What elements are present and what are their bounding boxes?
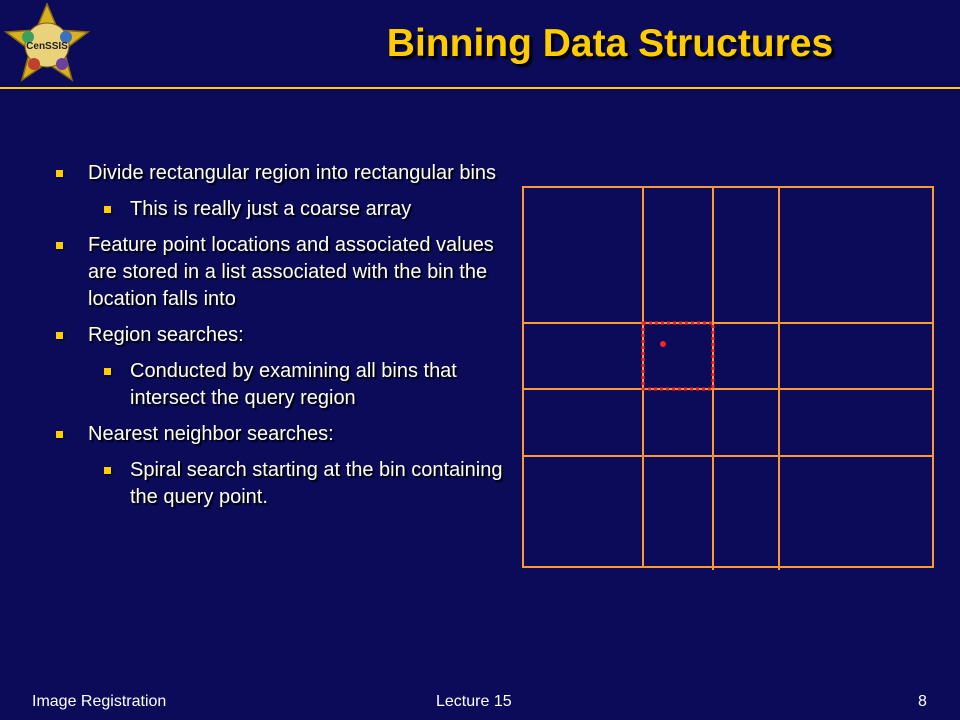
bullet-item: [52, 232, 512, 313]
svg-text:CenSSIS: CenSSIS: [26, 41, 68, 52]
bullet-item: [52, 421, 512, 448]
footer-lecture: Lecture 15: [436, 693, 512, 710]
censsis-logo: [4, 2, 90, 84]
bullet-text: Nearest neighbor searches:: [88, 423, 334, 445]
title-divider: [0, 87, 960, 89]
query-region: [643, 323, 713, 389]
slide-title: Binning Data Structures: [386, 22, 834, 65]
sub-bullet-item: [52, 358, 512, 412]
square-bullet-icon: [56, 242, 63, 249]
footer-course-title: Image Registration: [32, 693, 167, 710]
bullet-text: Conducted by examining all bins that intersect the query region: [130, 360, 457, 409]
bullet-list: [52, 160, 512, 520]
square-bullet-icon: [56, 431, 63, 438]
square-bullet-icon: [56, 332, 63, 339]
query-point: [660, 341, 666, 347]
sub-bullet-item: [52, 196, 512, 223]
bullet-text: Divide rectangular region into rectangular bins: [88, 162, 497, 184]
bullet-text: Feature point locations and associated values are stored in a list associated with the bin the location falls into: [88, 234, 494, 310]
bullet-text: Spiral search starting at the bin containing the query point.: [130, 459, 503, 508]
bullet-item: [52, 322, 512, 349]
bullet-text: This is really just a coarse array: [130, 198, 412, 220]
footer-page-number: 8: [918, 693, 927, 710]
square-bullet-icon: [104, 206, 111, 213]
square-bullet-icon: [56, 170, 63, 177]
square-bullet-icon: [104, 368, 111, 375]
square-bullet-icon: [104, 467, 111, 474]
sub-bullet-item: [52, 457, 512, 511]
grid-outer-border: [523, 187, 933, 567]
bullet-text: Region searches:: [88, 324, 244, 346]
bullet-item: [52, 160, 512, 187]
binning-grid-diagram: [520, 184, 940, 574]
